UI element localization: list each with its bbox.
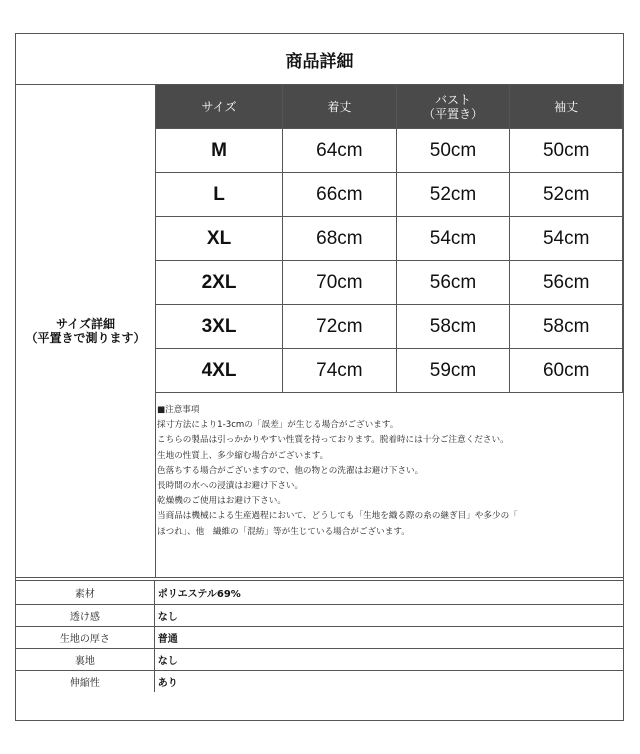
sleeve-cell: 58cm <box>510 305 623 349</box>
caution-notes <box>156 389 616 576</box>
size-cell: L <box>156 173 283 217</box>
bust-cell: 52cm <box>396 173 510 217</box>
size-table <box>155 84 623 393</box>
size-detail-label-line1: サイズ詳細 <box>55 316 116 331</box>
header-bust <box>396 85 510 129</box>
sleeve-cell: 54cm <box>510 217 623 261</box>
length-cell: 66cm <box>283 173 397 217</box>
attribute-value: 普通 <box>154 627 623 649</box>
table-row <box>156 305 623 349</box>
note-line: こちらの製品は引っかかりやすい性質を持っております。脱着時には十分ご注意ください。 <box>157 435 509 446</box>
size-detail-label <box>16 84 156 577</box>
attribute-key: 裏地 <box>16 649 154 671</box>
length-cell: 68cm <box>283 217 397 261</box>
size-table-header-row <box>156 85 623 129</box>
table-row <box>156 261 623 305</box>
page-title: 商品詳細 <box>16 34 623 85</box>
attribute-row <box>16 671 623 693</box>
bust-cell: 56cm <box>396 261 510 305</box>
header-bust-note: （平置き） <box>423 106 484 121</box>
note-line: 採寸方法により1-3cmの「誤差」が生じる場合がございます。 <box>157 420 399 431</box>
sleeve-cell: 60cm <box>510 349 623 393</box>
attributes-table <box>16 581 623 692</box>
length-cell: 64cm <box>283 129 397 173</box>
sleeve-cell: 52cm <box>510 173 623 217</box>
attribute-value: ポリエステル69% <box>157 589 241 600</box>
length-cell: 74cm <box>283 349 397 393</box>
table-row <box>156 173 623 217</box>
attribute-key: 透け感 <box>16 605 154 627</box>
sleeve-cell: 56cm <box>510 261 623 305</box>
table-row <box>156 129 623 173</box>
note-line: ほつれ」、他 繊維の「混紡」等が生じている場合がございます。 <box>157 526 410 537</box>
length-cell: 72cm <box>283 305 397 349</box>
size-cell: 3XL <box>156 305 283 349</box>
length-cell: 70cm <box>283 261 397 305</box>
size-cell: XL <box>156 217 283 261</box>
size-cell: 4XL <box>156 349 283 393</box>
header-size: サイズ <box>156 85 283 129</box>
note-line: 乾燥機のご使用はお避け下さい。 <box>157 496 286 507</box>
attribute-row <box>16 581 623 605</box>
note-line: 生地の性質上、多少縮む場合がございます。 <box>157 450 329 461</box>
attribute-row <box>16 605 623 627</box>
attribute-key: 素材 <box>16 581 154 605</box>
size-cell: M <box>156 129 283 173</box>
sleeve-cell: 50cm <box>510 129 623 173</box>
bust-cell: 59cm <box>396 349 510 393</box>
note-line: 長時間の水への浸漬はお避け下さい。 <box>157 481 304 492</box>
size-detail-label-line2: （平置きで測ります） <box>25 330 146 345</box>
size-cell: 2XL <box>156 261 283 305</box>
bust-cell: 54cm <box>396 217 510 261</box>
bust-cell: 58cm <box>396 305 510 349</box>
attribute-value: なし <box>154 605 623 627</box>
attribute-row <box>16 649 623 671</box>
header-bust-label: バスト <box>435 92 472 107</box>
product-detail-card <box>15 33 624 721</box>
table-row <box>156 217 623 261</box>
note-line: 当商品は機械による生産過程において、どうしても「生地を織る際の糸の継ぎ目」や多少の「 <box>157 511 518 522</box>
attribute-value: あり <box>154 671 623 693</box>
header-sleeve: 袖丈 <box>510 85 623 129</box>
bust-cell: 50cm <box>396 129 510 173</box>
attribute-key: 生地の厚さ <box>16 627 154 649</box>
header-length: 着丈 <box>283 85 397 129</box>
notes-heading: ■注意事項 <box>157 405 200 415</box>
note-line: 色落ちする場合がございますので、他の物との洗濯はお避け下さい。 <box>157 465 424 476</box>
attribute-value: なし <box>154 649 623 671</box>
table-row <box>156 349 623 393</box>
attribute-key: 伸縮性 <box>16 671 154 693</box>
attribute-row <box>16 627 623 649</box>
